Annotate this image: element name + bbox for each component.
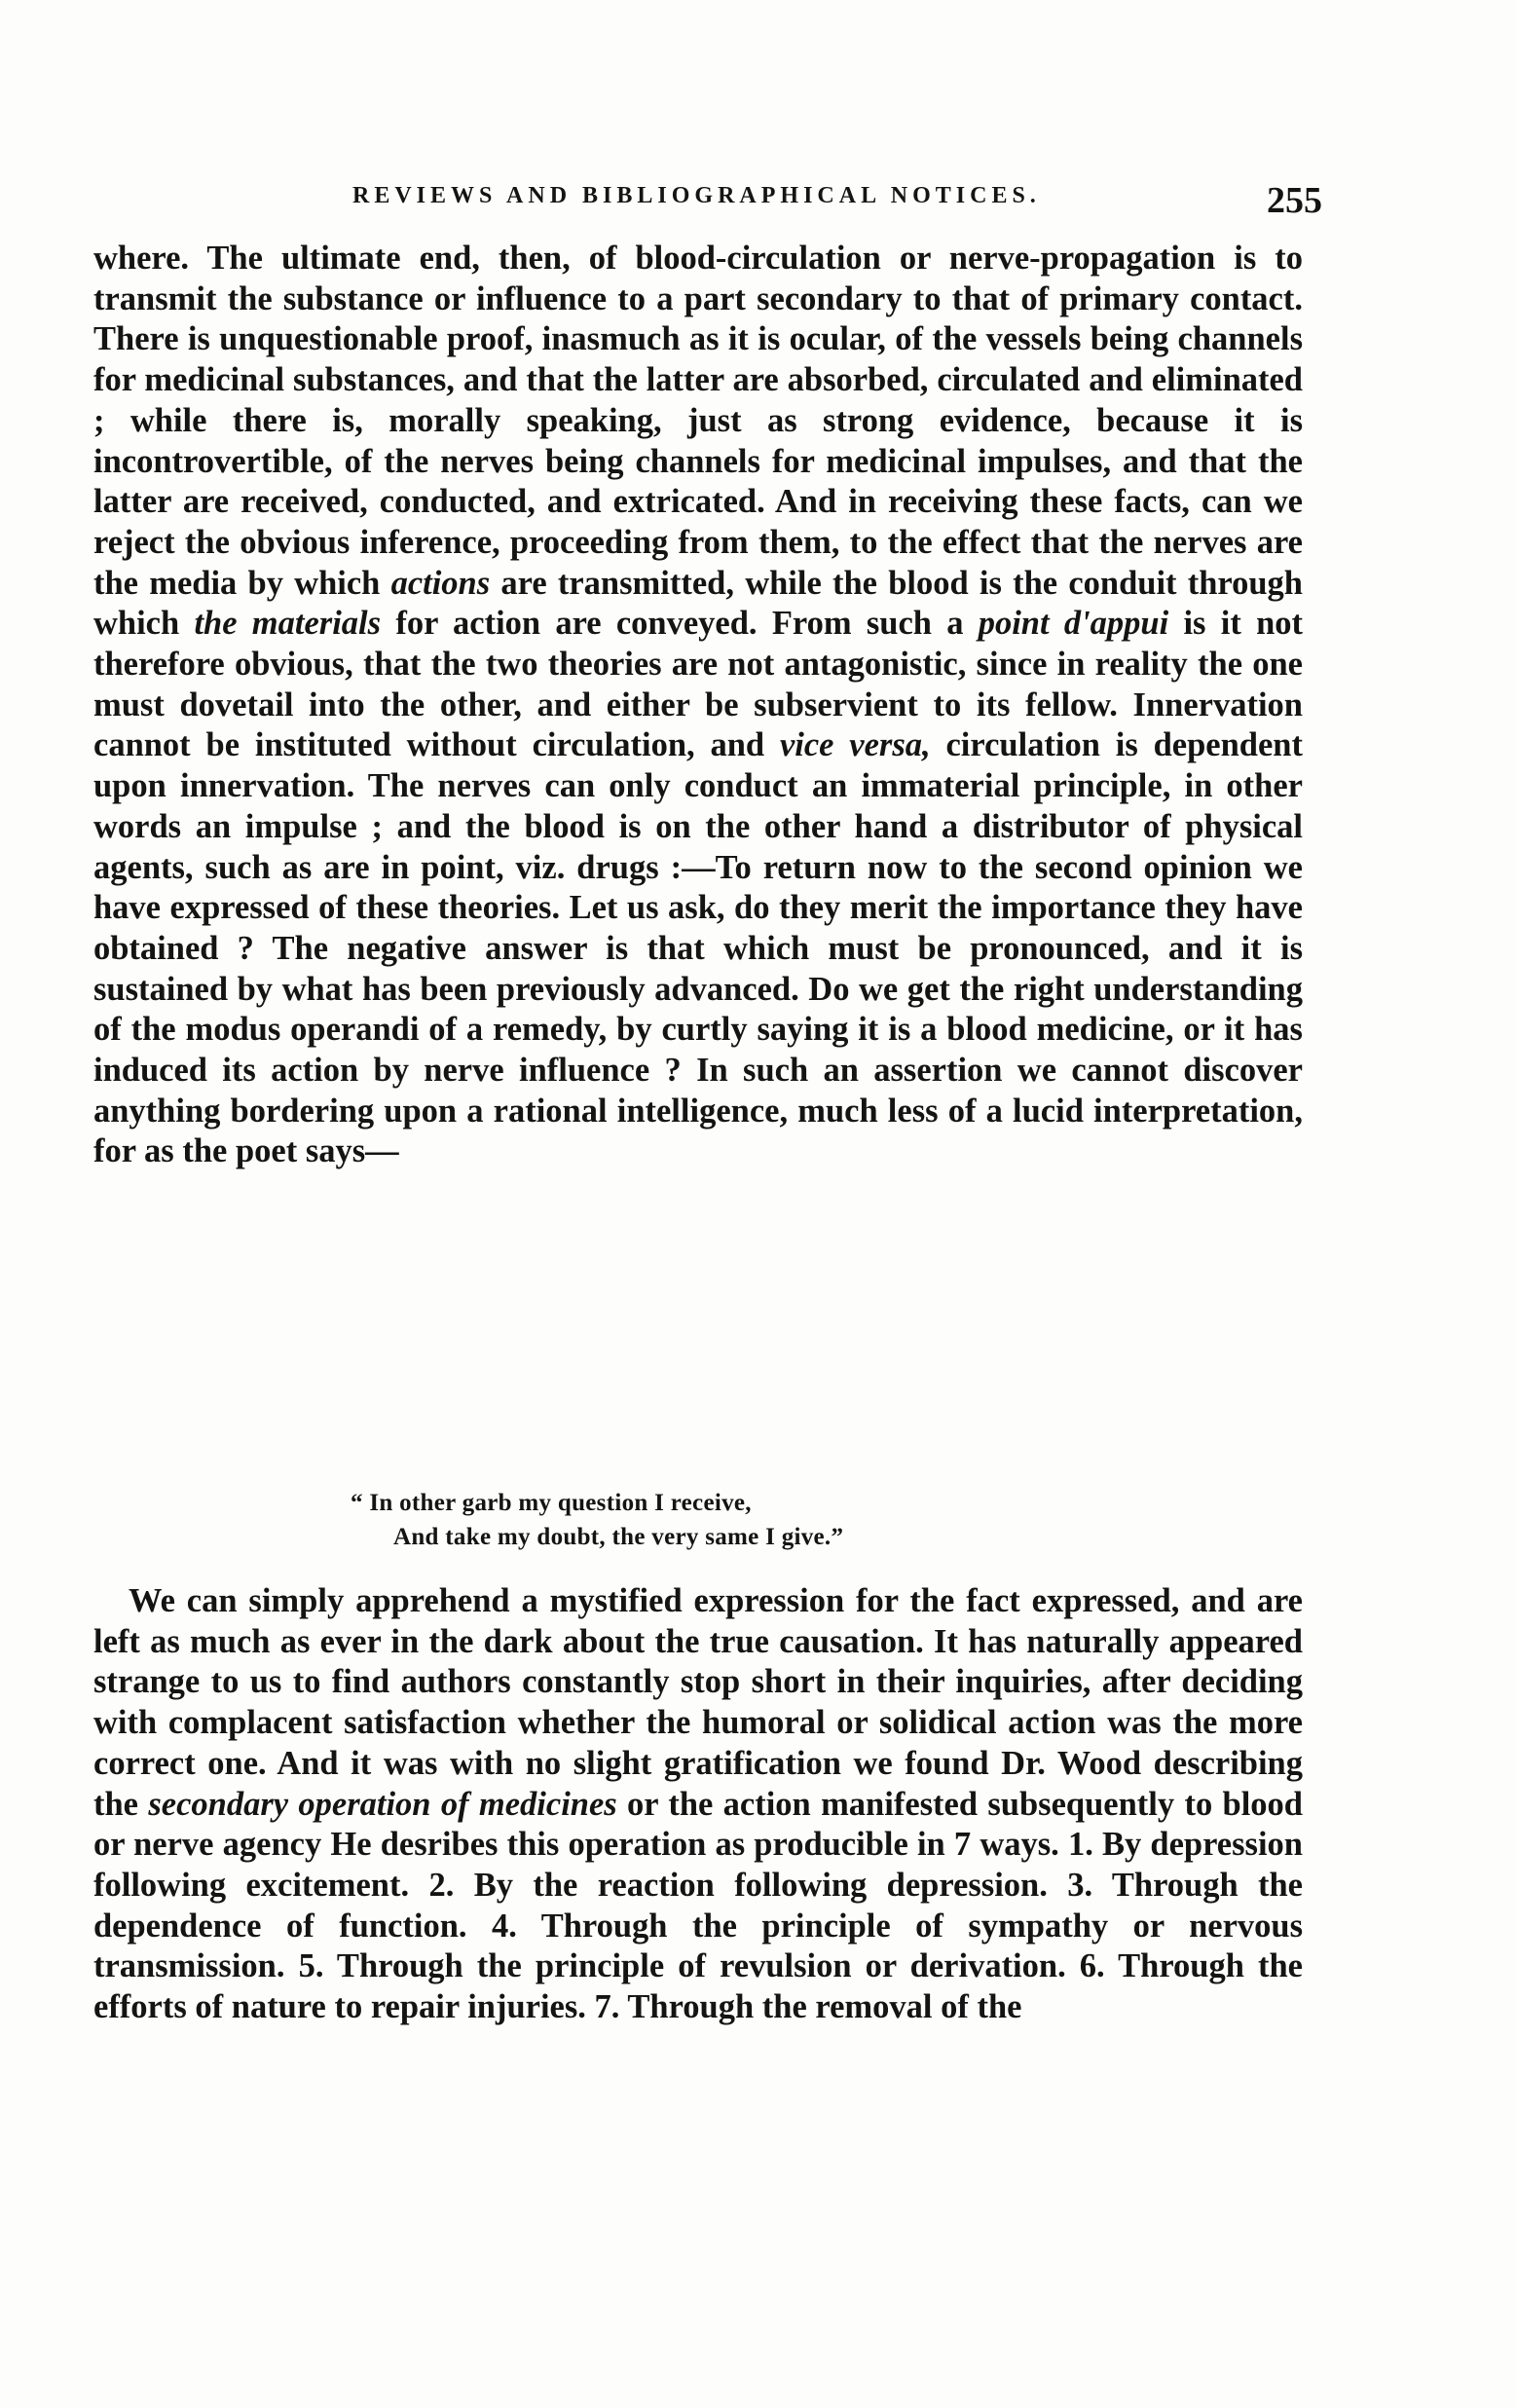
paragraph-2-text-2: or the action manifested subsequently to blood or nerve agency He desribes this operation as producible in 7 ways. 1. By depression following excitement. 2. By the reaction following depression. 3. Through the dependence of function. 4. Through the principle of sympathy or nervous transmission. 5. Through the principle of revulsion or derivation. 6. Through the efforts of nature to repair injuries. 7. Through the removal of the xyxy=(93,1785,1303,2026)
page-number: 255 xyxy=(1267,180,1322,221)
italic-vice-versa: vice versa, xyxy=(779,726,931,764)
paragraph-1-text-3: for action are conveyed. From such a xyxy=(381,605,979,643)
paragraph-1 xyxy=(93,239,1303,1172)
paragraph-1-text-4: is it not therefore obvious, that the two theories are not antagonistic, since in reality the one must dovetail into the other, and either be subservient to its fellow. Innervation cannot be instituted without circulation, and xyxy=(93,605,1304,764)
verse-line-1: “ In other garb my question I receive, xyxy=(351,1490,752,1516)
paragraph-2-text-1: We can simply apprehend a mystified expression for the fact expressed, and are left as much as ever in the dark about the true causation. It has naturally appeared strange to us to find authors constantly stop short in their inquiries, after deciding with complacent satisfaction whether the humoral or solidical action was the more correct one. And it was with no slight gratification we found Dr. Wood describing the xyxy=(93,1582,1303,1823)
paragraph-2 xyxy=(93,1581,1303,2028)
italic-point-dappui: point d'appui xyxy=(978,605,1169,643)
running-head xyxy=(93,179,1330,221)
paragraph-1-text-1: where. The ultimate end, then, of blood-circulation or nerve-propagation is to transmit the substance or influence to a part secondary to that of primary contact. There is unquestionable proof, inasmuch as it is ocular, of the vessels being channels for medicinal substances, and that the latter are absorbed, circulated and eliminated ; while there is, morally speaking, just as strong evidence, because it is incontrovertible, of the nerves being channels for medicinal impulses, and that the latter are received, conducted, and extricated. And in receiving these facts, can we reject the obvious inference, proceeding from them, to the effect that the nerves are the media by which xyxy=(93,240,1303,602)
paragraph-1-text-5: circulation is dependent upon innervation. The nerves can only conduct an immaterial principle, in other words an impulse ; and the blood is on the other hand a distributor of physical agents, such as are in point, viz. drugs :—To return now to the second opinion we have expressed of these theories. Let us ask, do they merit the importance they have obtained ? The negative answer is that which must be pronounced, and it is sustained by what has been previously advanced. Do we get the right understanding of the modus operandi of a remedy, by curtly saying it is a blood medicine, or it has induced its action by nerve influence ? In such an assertion we cannot discover anything bordering upon a rational intelligence, much less of a lucid interpretation, for as the poet says— xyxy=(93,726,1303,1170)
italic-actions: actions xyxy=(390,564,491,602)
running-title: REVIEWS AND BIBLIOGRAPHICAL NOTICES. xyxy=(352,183,1041,208)
verse-quote xyxy=(351,1486,843,1554)
verse-line-2: And take my doubt, the very same I give.” xyxy=(393,1524,844,1550)
italic-secondary-operation: secondary operation of medicines xyxy=(148,1785,617,1823)
paragraph-1-text-2: are transmitted, while the blood is the conduit through which xyxy=(93,564,1303,643)
italic-the-materials: the materials xyxy=(194,605,382,643)
